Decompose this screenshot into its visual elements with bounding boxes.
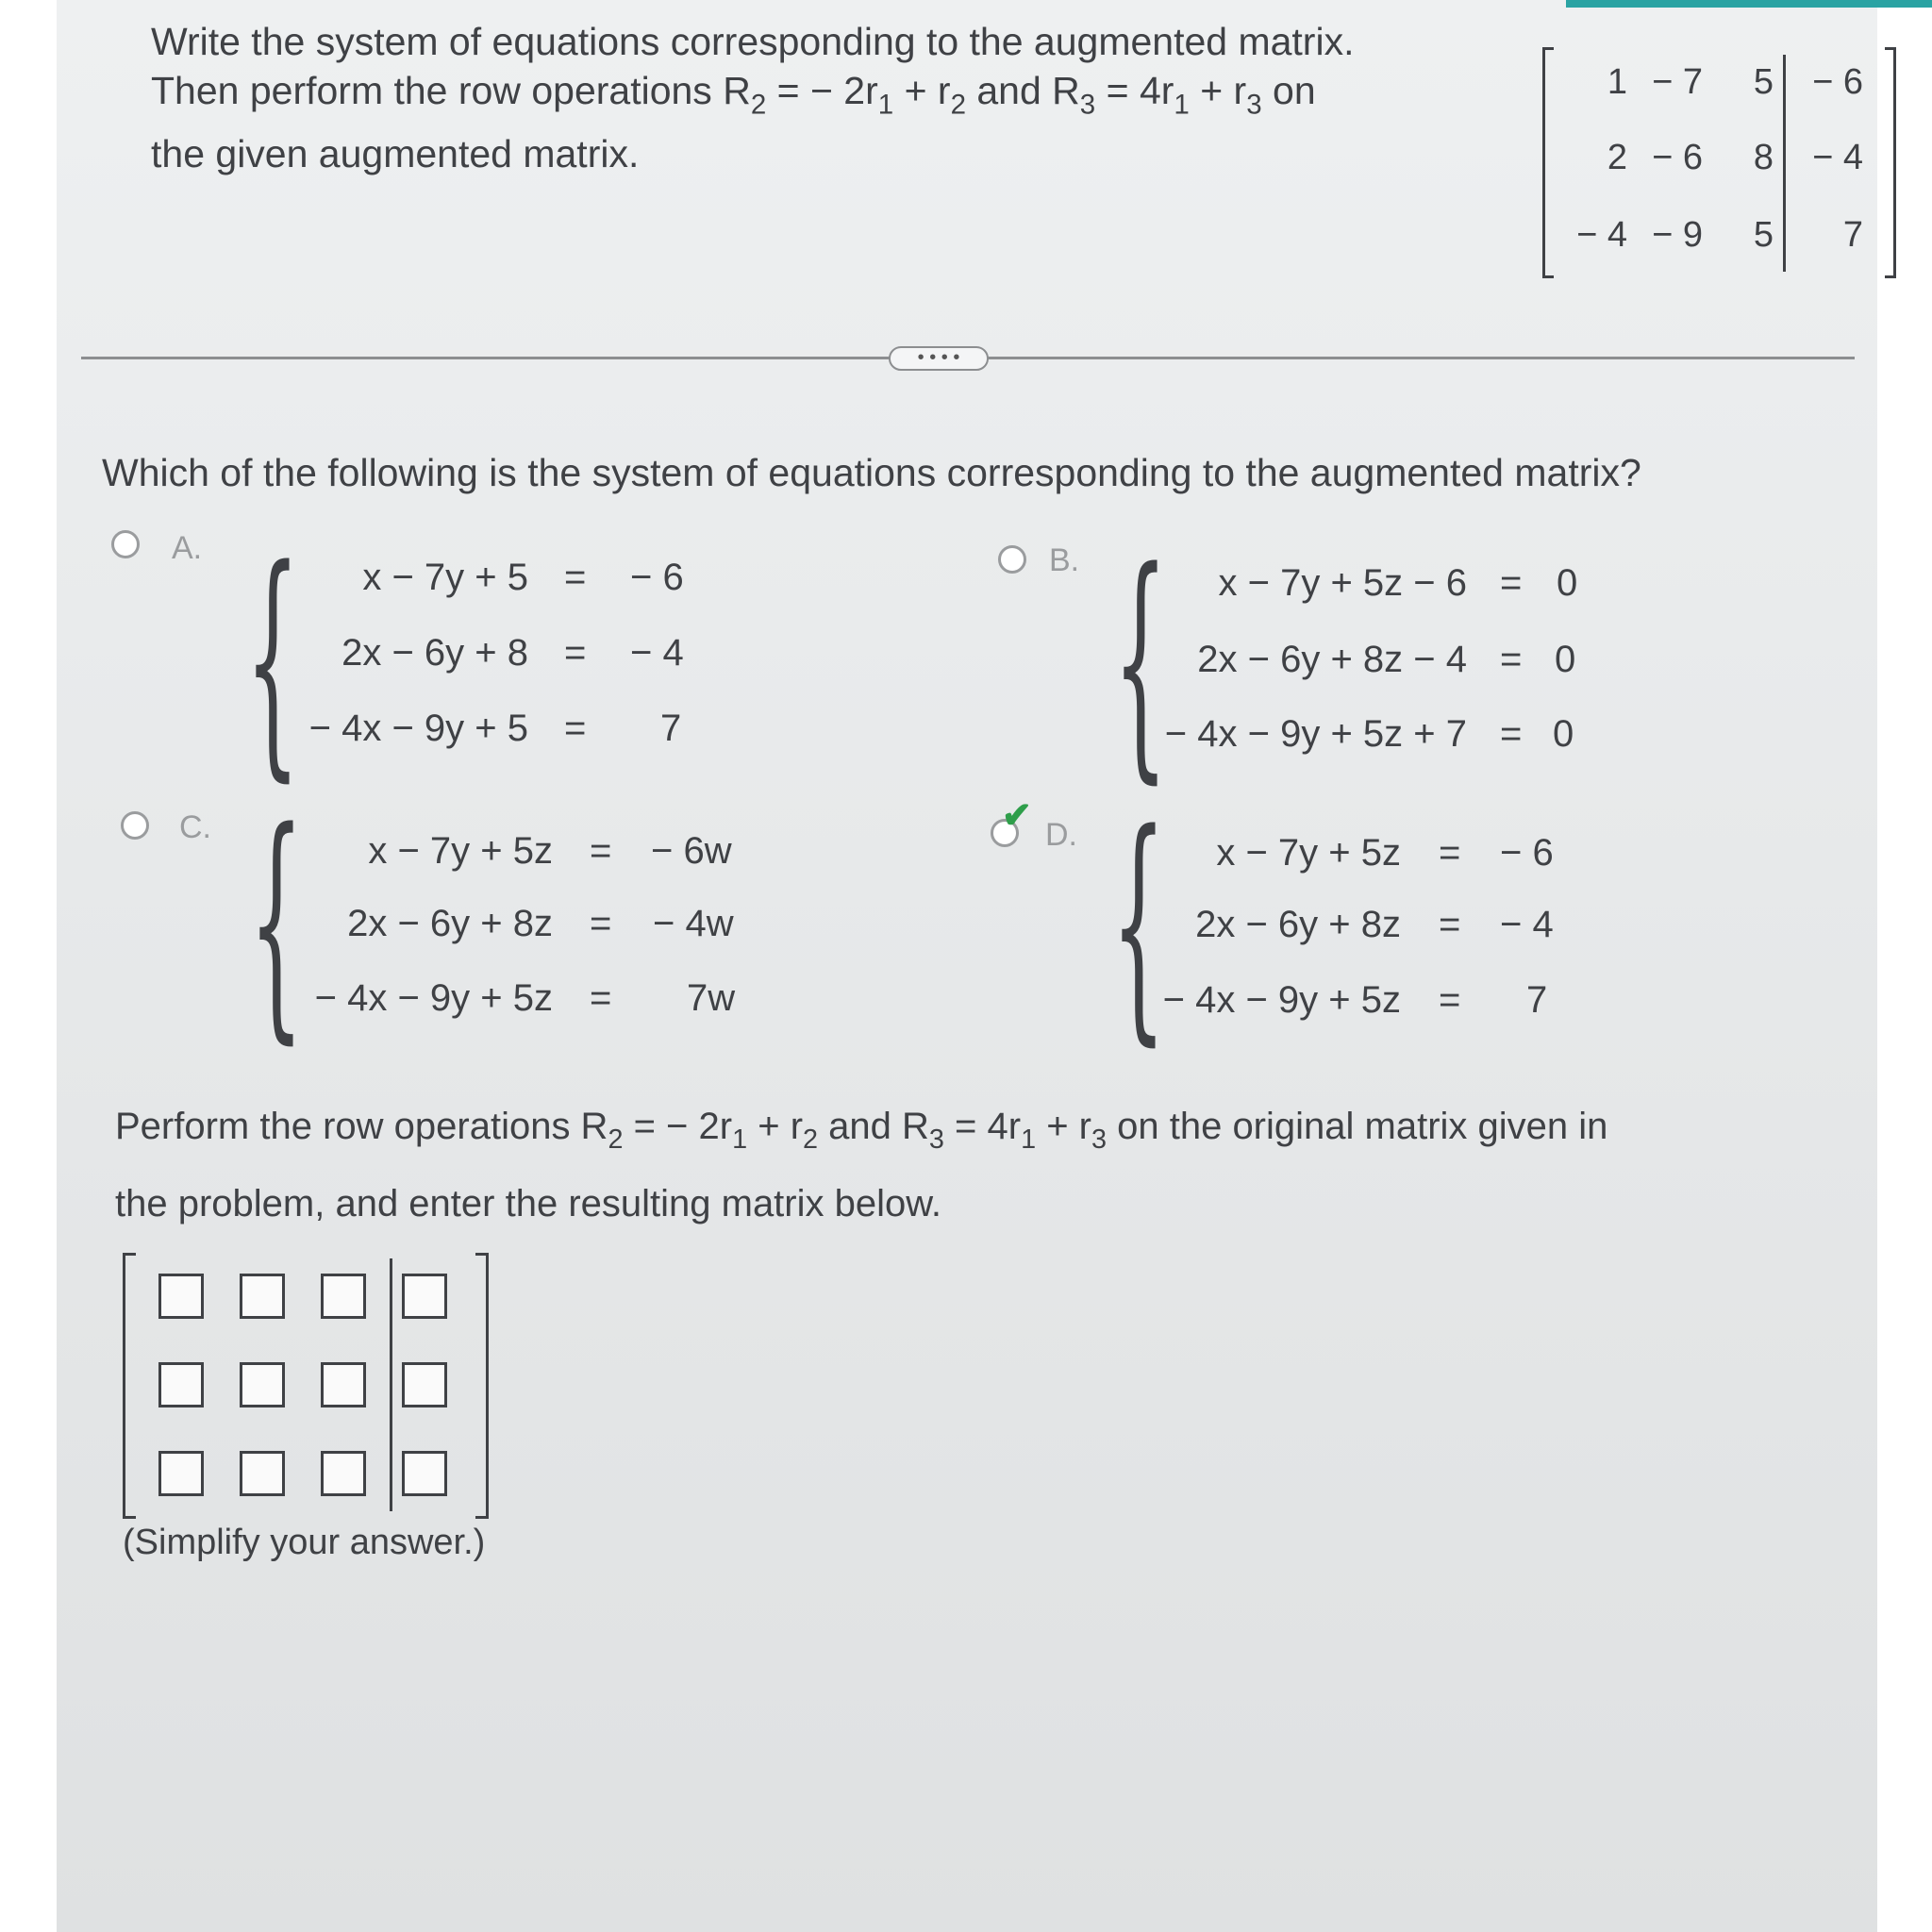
radio-b[interactable]: [998, 545, 1026, 574]
equation-rhs: 7: [1526, 979, 1548, 1021]
equation-rhs: − 6: [1500, 832, 1554, 874]
left-brace-icon: {: [1113, 520, 1168, 805]
equation-lhs: − 4x − 9y + 5z: [314, 977, 553, 1019]
answer-cell-r3c3[interactable]: [321, 1451, 366, 1496]
answer-cell-r2c3[interactable]: [321, 1362, 366, 1407]
matrix-cell: − 4: [1576, 215, 1627, 255]
equals-sign: =: [1439, 904, 1461, 945]
choice-a-letter: A.: [172, 530, 203, 566]
equation-lhs: 2x − 6y + 8: [341, 632, 528, 674]
equation-lhs: 2x − 6y + 8z − 4: [1197, 639, 1467, 680]
prompt-line-2: Then perform the row operations $R_2$ = − $2r_1 + r_2$ and $R_3 = 4r_1 + r_3$ on: [151, 69, 1316, 121]
equals-sign: =: [590, 903, 612, 944]
matrix-cell: 1: [1607, 62, 1627, 102]
problem-statement: [151, 17, 1354, 178]
equation-rhs: − 4w: [653, 903, 734, 944]
left-brace-icon: {: [1111, 782, 1166, 1067]
answer-cell-r3c1[interactable]: [158, 1451, 204, 1496]
answer-cell-r1c4[interactable]: [402, 1274, 447, 1319]
matrix-cell: − 4: [1812, 138, 1863, 177]
instruction-line-1: Perform the row operations $R_2$ = − $2r_1 + r_2$ and $R_3 = 4r_1 + r_3$ on the original matrix given in: [115, 1106, 1608, 1156]
augment-divider: [390, 1258, 392, 1511]
row-operations-instruction: [115, 1094, 1607, 1236]
answer-matrix: [123, 1253, 489, 1519]
radio-c[interactable]: [121, 811, 149, 840]
answer-cell-r2c4[interactable]: [402, 1362, 447, 1407]
matrix-right-bracket: [475, 1253, 489, 1519]
answer-cell-r1c3[interactable]: [321, 1274, 366, 1319]
answer-cell-r3c4[interactable]: [402, 1451, 447, 1496]
equals-sign: =: [590, 977, 612, 1019]
given-augmented-matrix: [1542, 47, 1896, 278]
equation-rhs: − 6w: [651, 830, 732, 872]
equation-lhs: 2x − 6y + 8z: [1195, 904, 1401, 945]
equals-sign: =: [1439, 979, 1461, 1021]
matrix-cell: 5: [1753, 62, 1774, 102]
question-text: Which of the following is the system of equations corresponding to the augmented matrix?: [102, 451, 1641, 494]
choice-c-letter: C.: [179, 809, 211, 845]
equation-lhs: x − 7y + 5z − 6: [1218, 562, 1467, 604]
equals-sign: =: [1439, 832, 1461, 874]
matrix-cell: 5: [1753, 215, 1774, 255]
question-panel: [57, 0, 1877, 1932]
equals-sign: =: [564, 557, 587, 598]
equals-sign: =: [1500, 639, 1523, 680]
radio-a[interactable]: [111, 530, 140, 558]
equation-lhs: − 4x − 9y + 5z: [1162, 979, 1401, 1021]
equation-lhs: x − 7y + 5z: [1216, 832, 1401, 874]
equals-sign: =: [1500, 562, 1523, 604]
more-button[interactable]: • • • •: [889, 346, 989, 371]
checkmark-icon: ✔: [1002, 796, 1032, 836]
answer-cell-r1c2[interactable]: [240, 1274, 285, 1319]
choice-d-letter: D.: [1045, 817, 1077, 853]
matrix-cell: − 7: [1652, 62, 1703, 102]
matrix-cell: 8: [1753, 138, 1774, 177]
equation-lhs: x − 7y + 5: [362, 557, 528, 598]
matrix-left-bracket: [123, 1253, 136, 1519]
equation-rhs: − 4: [1500, 904, 1554, 945]
instruction-line-2: the problem, and enter the resulting matrix below.: [115, 1183, 942, 1225]
matrix-row: [1542, 215, 1896, 262]
equals-sign: =: [564, 632, 587, 674]
answer-cell-r2c2[interactable]: [240, 1362, 285, 1407]
equation-rhs: 7: [660, 708, 682, 749]
answer-cell-r2c1[interactable]: [158, 1362, 204, 1407]
prompt-line-1: Write the system of equations corresponding to the augmented matrix.: [151, 20, 1355, 63]
matrix-cell: 7: [1842, 215, 1863, 255]
equation-lhs: − 4x − 9y + 5z + 7: [1164, 713, 1467, 755]
simplify-note: (Simplify your answer.): [123, 1523, 486, 1562]
equation-rhs: 0: [1553, 713, 1574, 755]
answer-cell-r1c1[interactable]: [158, 1274, 204, 1319]
equation-rhs: − 4: [630, 632, 684, 674]
equation-rhs: − 6: [630, 557, 684, 598]
matrix-cell: 2: [1607, 138, 1627, 177]
equation-rhs: 7w: [687, 977, 736, 1019]
matrix-cell: − 9: [1652, 215, 1703, 255]
equals-sign: =: [590, 830, 612, 872]
equals-sign: =: [1500, 713, 1523, 755]
equation-lhs: x − 7y + 5z: [368, 830, 553, 872]
matrix-cell: − 6: [1812, 62, 1863, 102]
equation-lhs: − 4x − 9y + 5: [308, 708, 528, 749]
equation-lhs: 2x − 6y + 8z: [347, 903, 553, 944]
left-brace-icon: {: [245, 518, 300, 803]
matrix-cell: − 6: [1652, 138, 1703, 177]
answer-cell-r3c2[interactable]: [240, 1451, 285, 1496]
top-accent-bar: [1566, 0, 1932, 8]
matrix-row: [1542, 138, 1896, 185]
equation-rhs: 0: [1555, 639, 1576, 680]
choice-b-letter: B.: [1049, 542, 1080, 578]
left-brace-icon: {: [249, 780, 304, 1065]
equals-sign: =: [564, 708, 587, 749]
equation-rhs: 0: [1557, 562, 1578, 604]
prompt-line-3: the given augmented matrix.: [151, 132, 640, 176]
matrix-row: [1542, 62, 1896, 109]
